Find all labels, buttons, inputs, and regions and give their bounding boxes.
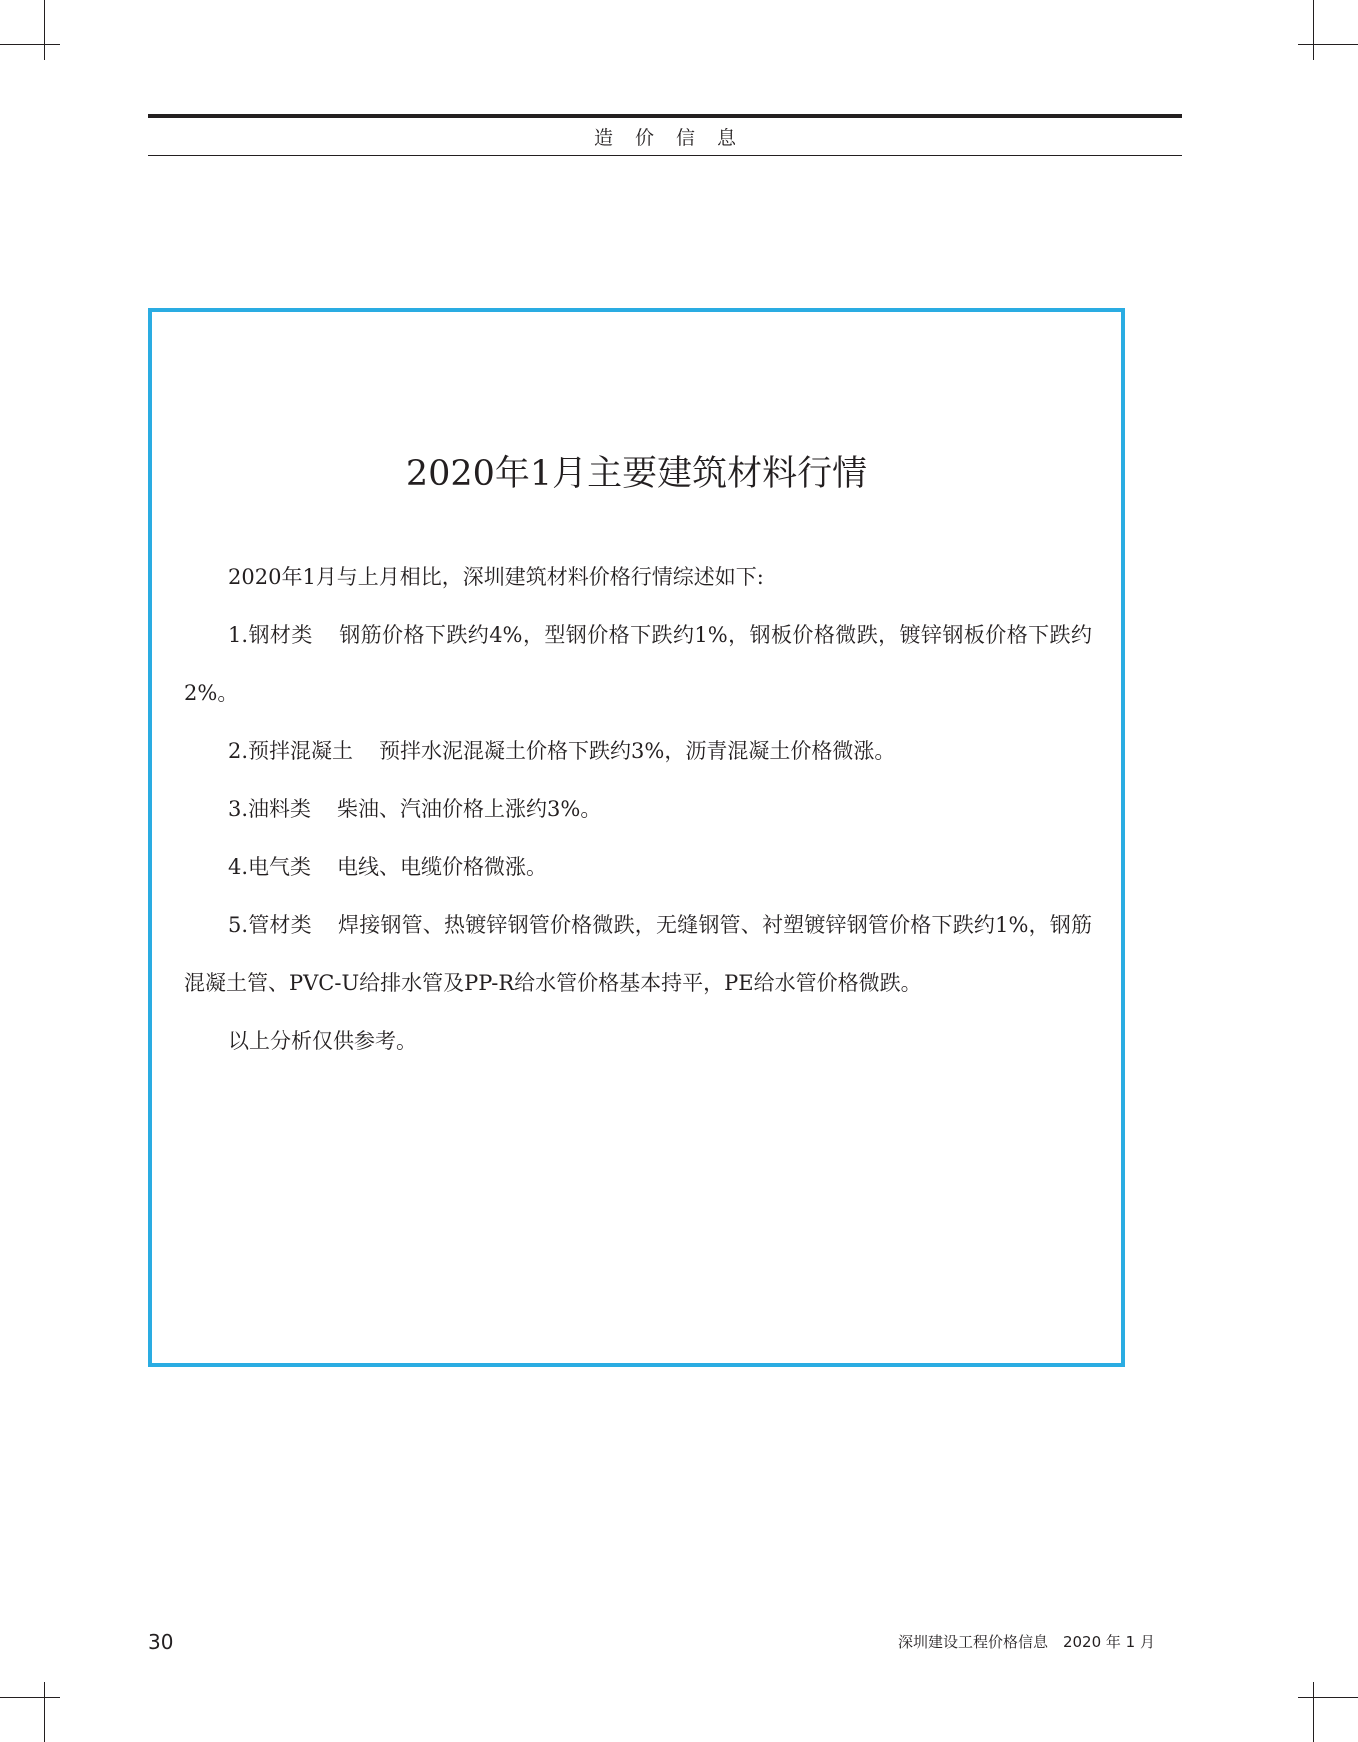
notice-closing: 以上分析仅供参考。 xyxy=(228,1029,417,1053)
notice-intro: 2020年1月与上月相比，深圳建筑材料价格行情综述如下: xyxy=(228,565,764,589)
crop-mark xyxy=(1298,1697,1358,1698)
notice-item-text: 电线、电缆价格微涨。 xyxy=(337,855,548,879)
notice-item xyxy=(184,722,1092,780)
notice-item-text: 钢筋价格下跌约4%，型钢价格下跌约1%，钢板价格微跌，镀锌钢板价格下跌约2%。 xyxy=(184,623,1092,705)
crop-mark xyxy=(0,44,60,45)
notice-item-label: 1.钢材类 xyxy=(228,623,313,647)
notice-item-label: 4.电气类 xyxy=(228,855,312,879)
page-number: 30 xyxy=(148,1630,174,1654)
notice-body xyxy=(184,548,1092,1070)
crop-mark xyxy=(1313,0,1314,60)
notice-item xyxy=(184,606,1092,722)
header-rule-bottom xyxy=(148,155,1182,156)
notice-item xyxy=(184,780,1092,838)
notice-title: 2020年1月主要建筑材料行情 xyxy=(405,454,868,494)
notice-item-label: 3.油料类 xyxy=(228,797,312,821)
section-header-title: 造价信息 xyxy=(593,127,758,149)
crop-mark xyxy=(0,1697,60,1698)
crop-mark xyxy=(44,0,45,60)
crop-mark xyxy=(1313,1682,1314,1742)
notice-item-text: 柴油、汽油价格上涨约3%。 xyxy=(337,797,602,821)
notice-item xyxy=(184,838,1092,896)
notice-item xyxy=(184,896,1092,1012)
notice-item-label: 5.管材类 xyxy=(228,913,312,937)
notice-item-text: 预拌水泥混凝土价格下跌约3%，沥青混凝土价格微涨。 xyxy=(379,739,896,763)
notice-item-text: 焊接钢管、热镀锌钢管价格微跌，无缝钢管、衬塑镀锌钢管价格下跌约1%，钢筋混凝土管、PVC-U给排水管及PP-R给水管价格基本持平，PE给水管价格微跌。 xyxy=(184,913,1092,995)
crop-mark xyxy=(44,1682,45,1742)
publication-footer: 深圳建设工程价格信息 2020 年 1 月 xyxy=(897,1633,1155,1651)
notice-box xyxy=(148,308,1125,1367)
crop-mark xyxy=(1298,44,1358,45)
notice-item-label: 2.预拌混凝土 xyxy=(228,739,354,763)
header-rule-top xyxy=(148,114,1182,118)
